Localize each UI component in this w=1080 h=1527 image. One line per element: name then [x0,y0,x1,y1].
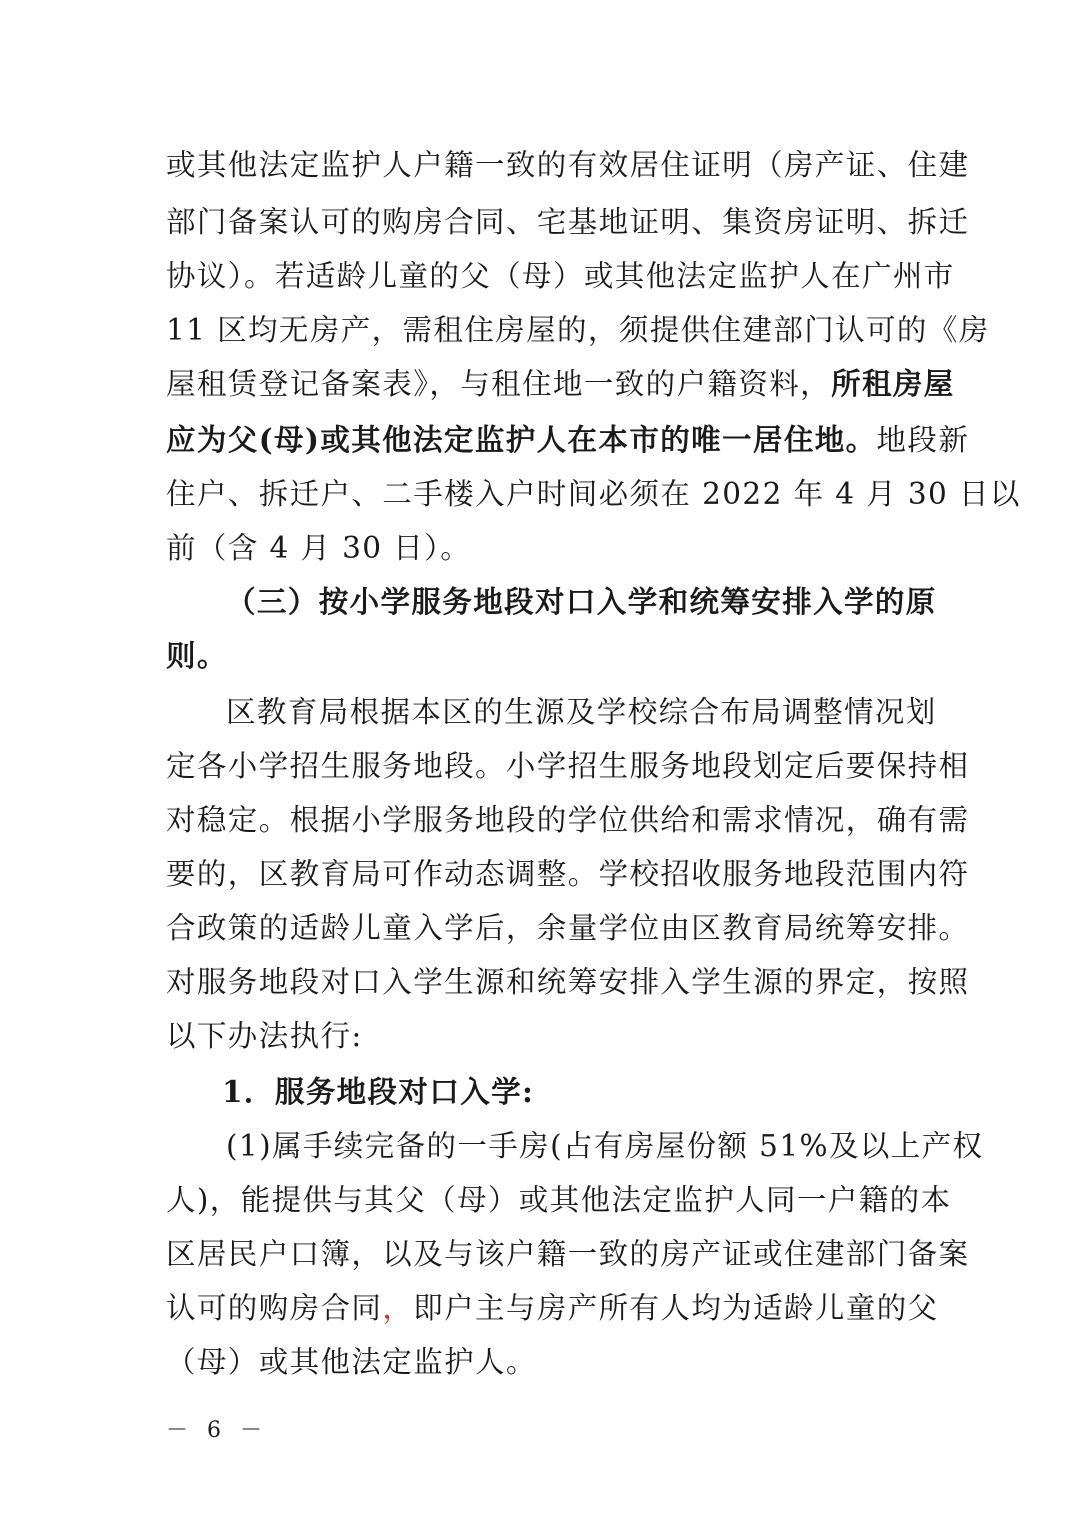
paragraph-line [166,1342,918,1382]
line-text: 前（含 4 月 30 日）。 [166,531,472,565]
section-heading [226,582,937,622]
paragraph-line [166,256,955,296]
paragraph-line [166,1180,952,1220]
line-text: 地段新 [876,423,970,457]
line-text: 11 区均无房产，需租住房屋的，须提供住建部门认可的《房 [166,313,990,347]
line-text: 屋租赁登记备案表》，与租住地一致的户籍资料， [166,367,832,401]
line-text: 对稳定。根据小学服务地段的学位供给和需求情况，确有需 [166,803,970,837]
red-comma: ， [382,1291,414,1325]
line-text: 人)，能提供与其父（母）或其他法定监护人同一户籍的本 [166,1183,952,1217]
paragraph-line [166,962,970,1002]
line-text: 定各小学招生服务地段。小学招生服务地段划定后要保持相 [166,749,970,783]
line-text: （三）按小学服务地段对口入学和统筹安排入学的原 [226,584,937,619]
line-text: 协议）。若适龄儿童的父（母）或其他法定监护人在广州市 [166,259,955,293]
line-text: （母）或其他法定监护人。 [166,1345,537,1379]
paragraph-line [166,202,970,242]
line-text: 住户、拆迁户、二手楼入户时间必须在 2022 年 4 月 30 日以 [166,477,1021,511]
line-text: 或其他法定监护人户籍一致的有效居住证明（房产证、住建 [166,148,970,182]
bold-text: 所租房屋 [831,366,955,401]
paragraph-line [166,420,970,460]
paragraph-line [226,1126,984,1166]
paragraph-line [166,746,970,786]
subsection-heading [222,1072,918,1112]
paragraph-line [166,854,970,894]
line-text: 部门备案认可的购房合同、宅基地证明、集资房证明、拆迁 [166,205,970,239]
line-text: 以下办法执行: [166,1019,363,1053]
paragraph-line [166,145,970,185]
line-text: 即户主与房产所有人均为适龄儿童的父 [413,1291,939,1325]
line-text: 1．服务地段对口入学: [222,1074,535,1109]
paragraph-line [166,1016,918,1056]
paragraph-line [166,528,918,568]
line-text: 区教育局根据本区的生源及学校综合布局调整情况划 [226,695,937,729]
bold-text: 应为父(母)或其他法定监护人在本市的唯一居住地。 [166,422,877,457]
paragraph-line [166,1288,939,1328]
paragraph-line [166,908,970,948]
page-number: － 6 － [166,1418,268,1443]
paragraph-line [166,310,990,350]
line-text: 对服务地段对口入学生源和统筹安排入学生源的界定，按照 [166,965,970,999]
paragraph-line [166,1234,970,1274]
line-text: 合政策的适龄儿童入学后，余量学位由区教育局统筹安排。 [166,911,970,945]
line-text: (1)属手续完备的一手房(占有房屋份额 51%及以上产权 [226,1129,984,1163]
paragraph-line [166,800,970,840]
section-heading-continued [166,636,918,676]
line-text: 认可的购房合同 [166,1291,383,1325]
paragraph-line [226,692,937,732]
line-text: 则。 [166,638,228,673]
line-text: 要的，区教育局可作动态调整。学校招收服务地段范围内符 [166,857,970,891]
line-text: 区居民户口簿，以及与该户籍一致的房产证或住建部门备案 [166,1237,970,1271]
paragraph-line [166,474,1021,514]
paragraph-line [166,364,955,404]
